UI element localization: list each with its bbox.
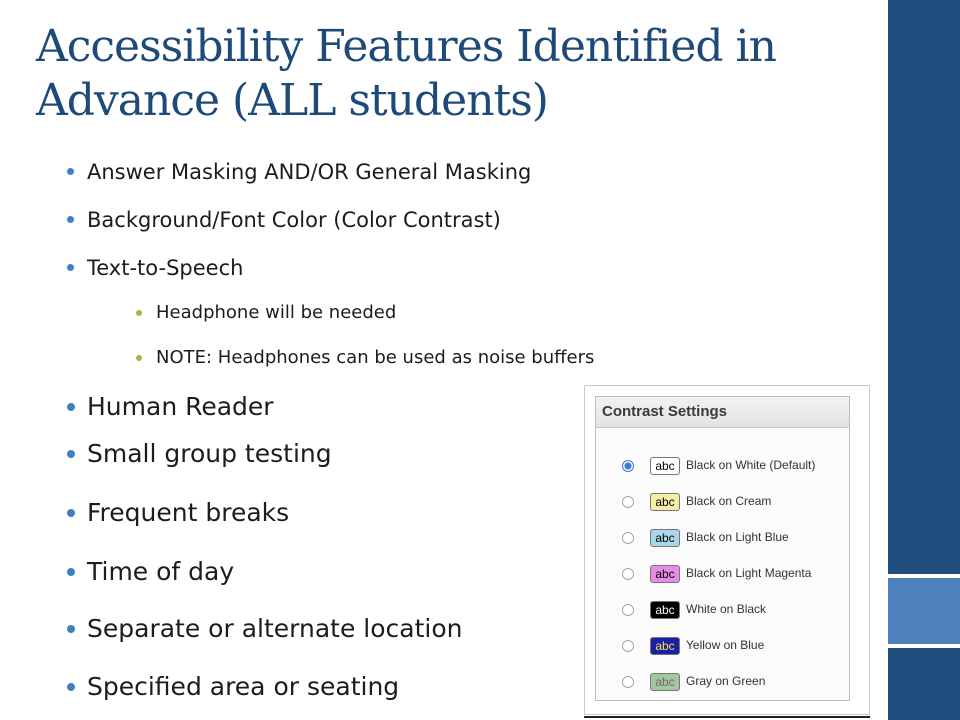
bullet-dot [67,403,75,411]
radio-button[interactable] [622,568,634,580]
sub-bullet-item [156,345,594,371]
option-label: Yellow on Blue [686,638,765,652]
bullet-text: Small group testing [87,439,332,468]
title-line-1: Accessibility Features Identified in [36,21,776,72]
bullet-item [87,556,234,588]
sub-bullet-dot [136,355,142,361]
option-label: Black on Light Magenta [686,566,812,580]
sidebar-block-dark-top [888,0,960,574]
bullet-text: Text-to-Speech [87,256,244,280]
bullet-text: Human Reader [87,392,274,421]
bullet-item [87,206,501,234]
option-label: Black on Light Blue [686,530,789,544]
color-swatch: abc [650,457,680,475]
sub-bullet-dot [136,310,142,316]
option-label: Black on Cream [686,494,772,508]
panel-header [596,397,849,428]
bullet-dot [67,683,75,691]
option-label: Gray on Green [686,674,766,688]
bullet-item [87,497,289,529]
sub-bullet-text: Headphone will be needed [156,302,397,323]
contrast-option[interactable] [596,563,849,587]
sidebar-block-dark-bottom [888,648,960,720]
bullet-item [87,254,243,282]
bullet-item [87,391,274,423]
contrast-option[interactable] [596,635,849,659]
bullet-text: Frequent breaks [87,498,290,527]
bullet-text: Answer Masking AND/OR General Masking [87,160,532,184]
color-swatch: abc [650,493,680,511]
sub-bullet-text: NOTE: Headphones can be used as noise buffers [156,347,595,368]
bullet-dot [67,568,75,576]
bullet-text: Background/Font Color (Color Contrast) [87,208,501,232]
contrast-option[interactable] [596,599,849,623]
bullet-dot [67,625,75,633]
radio-button[interactable] [622,532,634,544]
bullet-dot [67,509,75,517]
decorative-sidebar [888,0,960,720]
radio-button[interactable] [622,496,634,508]
screenshot-bottom-border [584,716,870,718]
bullet-dot [67,168,74,175]
contrast-option[interactable] [596,671,849,695]
option-label: Black on White (Default) [686,458,816,472]
color-swatch: abc [650,673,680,691]
bullet-dot [67,450,75,458]
bullet-item [87,613,462,645]
option-label: White on Black [686,602,767,616]
color-swatch: abc [650,637,680,655]
sub-bullet-item [156,300,396,326]
contrast-settings-panel [595,396,850,701]
bullet-text: Separate or alternate location [87,614,463,643]
bullet-item [87,158,531,186]
bullet-dot [67,264,74,271]
radio-button[interactable] [622,460,634,472]
bullet-dot [67,216,74,223]
panel-title: Contrast Settings [602,403,728,420]
color-swatch: abc [650,565,680,583]
radio-button[interactable] [622,676,634,688]
sidebar-block-light [888,578,960,644]
radio-button[interactable] [622,604,634,616]
title-line-2: Advance (ALL students) [36,75,548,126]
radio-button[interactable] [622,640,634,652]
color-swatch: abc [650,601,680,619]
contrast-option[interactable] [596,491,849,515]
bullet-text: Time of day [87,557,235,586]
contrast-option[interactable] [596,455,849,479]
contrast-settings-screenshot [584,385,870,715]
color-swatch: abc [650,529,680,547]
contrast-option[interactable] [596,527,849,551]
bullet-text: Specified area or seating [87,672,400,701]
bullet-item [87,438,332,470]
bullet-item [87,671,399,703]
